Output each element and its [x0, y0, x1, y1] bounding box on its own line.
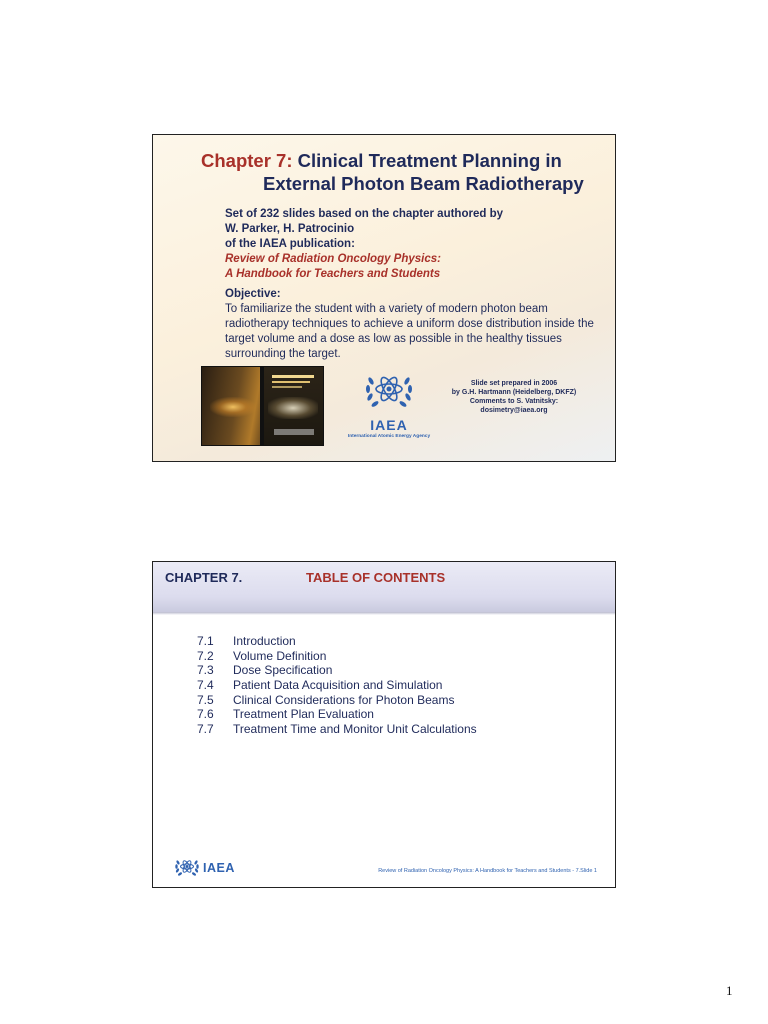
slide-description [225, 207, 610, 362]
toc-item [197, 693, 477, 708]
toc-item [197, 663, 477, 678]
slide-header [153, 562, 615, 612]
toc-item-label: Dose Specification [233, 663, 333, 678]
iaea-logo [339, 367, 439, 443]
publication-line-1: Review of Radiation Oncology Physics: [225, 253, 441, 265]
slide-footer: Review of Radiation Oncology Physics: A Handbook for Teachers and Students - 7.Slide 1 [378, 868, 597, 874]
toc-item [197, 707, 477, 722]
iaea-wordmark: IAEA [370, 417, 408, 433]
iaea-emblem-icon [173, 855, 201, 881]
objective-text: To familiarize the student with a variety of modern photon beam radiotherapy techniques to achieve a uniform dose distribution inside the target volume and a dose as low as possible in the healthy tissues surrounding the target. [225, 303, 594, 360]
toc-item-number: 7.5 [197, 692, 214, 707]
prep-line-2: by G.H. Hartmann (Heidelberg, DKFZ) [451, 389, 577, 396]
toc-list [197, 634, 477, 737]
chapter-label: Chapter 7: [201, 150, 293, 171]
toc-item-label: Introduction [233, 634, 296, 648]
publication-line-2: A Handbook for Teachers and Students [225, 268, 441, 280]
toc-item-label: Treatment Plan Evaluation [233, 707, 374, 722]
title-line-1: Clinical Treatment Planning in [297, 150, 562, 171]
toc-item [197, 678, 477, 693]
toc-item [197, 722, 477, 737]
chapter-heading: CHAPTER 7. [165, 570, 243, 585]
prep-line-3: Comments to S. Vatnitsky: [469, 398, 559, 405]
book-cover-image [201, 366, 324, 446]
iaea-wordmark: IAEA [203, 861, 235, 875]
toc-heading: TABLE OF CONTENTS [306, 570, 446, 585]
toc-item [197, 634, 477, 649]
set-line: Set of 232 slides based on the chapter authored by [225, 208, 503, 220]
toc-item-number: 7.7 [197, 722, 214, 737]
toc-item [197, 649, 477, 664]
iaea-logo-small [173, 855, 263, 881]
title-slide [152, 134, 616, 462]
objective-label: Objective: [225, 288, 281, 300]
toc-item-number: 7.2 [197, 648, 214, 663]
of-publication-line: of the IAEA publication: [225, 238, 355, 250]
title-line-2: External Photon Beam Radiotherapy [263, 173, 584, 194]
authors-line: W. Parker, H. Patrocinio [225, 223, 355, 235]
iaea-emblem-icon [361, 367, 417, 417]
toc-item-label: Treatment Time and Monitor Unit Calculations [233, 722, 477, 737]
preparation-credits [429, 379, 599, 415]
toc-item-label: Volume Definition [233, 648, 327, 663]
toc-item-label: Clinical Considerations for Photon Beams [233, 692, 455, 707]
slide-title [201, 149, 611, 195]
prep-email: dosimetry@iaea.org [480, 407, 548, 414]
toc-item-label: Patient Data Acquisition and Simulation [233, 678, 443, 693]
page-number: 1 [726, 983, 733, 998]
toc-item-number: 7.1 [197, 634, 214, 648]
toc-item-number: 7.6 [197, 707, 214, 722]
prep-line-1: Slide set prepared in 2006 [470, 380, 558, 387]
toc-item-number: 7.3 [197, 663, 214, 678]
toc-item-number: 7.4 [197, 678, 214, 693]
toc-slide [152, 561, 616, 888]
iaea-subtitle: International Atomic Energy Agency [347, 434, 431, 439]
